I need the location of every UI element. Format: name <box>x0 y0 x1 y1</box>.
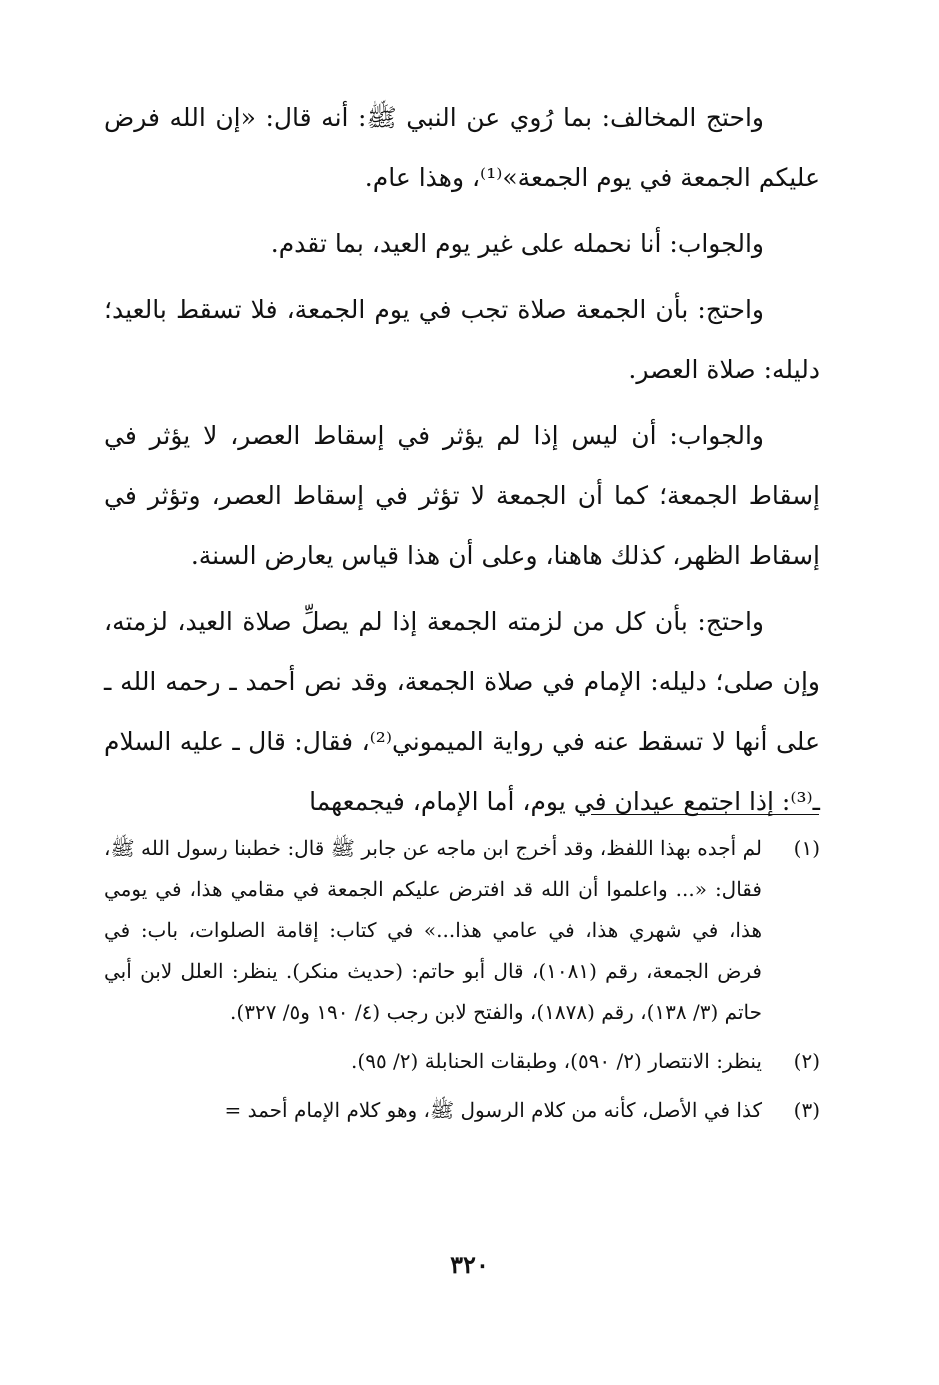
paragraph-3: واحتج: بأن الجمعة صلاة تجب في يوم الجمعة، فلا تسقط بالعيد؛ دليله: صلاة العصر. <box>104 295 820 384</box>
footnote-1 <box>104 828 820 1033</box>
footnote-separator <box>591 814 819 815</box>
footnote-text: لم أجده بهذا اللفظ، وقد أخرج ابن ماجه عن جابر ﷺ قال: خطبنا رسول الله ﷺ، فقال: «... واعلموا أن الله قد افترض عليكم الجمعة في مقامي هذا، في يومي هذا، في شهري هذا، في عامي هذا...» في كتاب: إقامة الصلوات، باب: في فرض الجمعة، رقم (١٠٨١)، قال أبو حاتم: (حديث منكر). ينظر: العلل لابن أبي حاتم (٣/ ١٣٨)، رقم (١٨٧٨)، والفتح لابن رجب (٤/ ١٩٠ و٥/ ٣٢٧). <box>104 836 762 1024</box>
footnote-3 <box>104 1090 820 1131</box>
page-number: ٣٢٠ <box>450 1250 489 1279</box>
paragraph-1: واحتج المخالف: بما رُوي عن النبي ﷺ: أنه قال: «إن الله فرض عليكم الجمعة في يوم الجمعة»⁽¹⁾، وهذا عام. <box>104 103 820 192</box>
footnotes <box>104 828 820 1139</box>
footnote-number: (٢) <box>793 1049 820 1073</box>
footnote-2 <box>104 1041 820 1082</box>
footnote-number: (١) <box>793 836 820 860</box>
main-text <box>104 88 820 838</box>
footnote-text: كذا في الأصل، كأنه من كلام الرسول ﷺ، وهو كلام الإمام أحمد = <box>224 1098 762 1122</box>
footnote-number: (٣) <box>793 1098 820 1122</box>
footnote-text: ينظر: الانتصار (٢/ ٥٩٠)، وطبقات الحنابلة (٢/ ٩٥). <box>351 1049 762 1073</box>
paragraph-5: واحتج: بأن كل من لزمته الجمعة إذا لم يصلِّ صلاة العيد، لزمته، وإن صلى؛ دليله: الإمام في صلاة الجمعة، وقد نص أحمد ـ رحمه الله ـ على أنها لا تسقط عنه في رواية الميموني⁽²⁾، فقال: قال ـ عليه السلام ـ⁽³⁾: إذا اجتمع عيدان في يوم، أما الإمام، فيجمعهما <box>104 607 820 816</box>
paragraph-2: والجواب: أنا نحمله على غير يوم العيد، بما تقدم. <box>270 229 764 258</box>
paragraph-4: والجواب: أن ليس إذا لم يؤثر في إسقاط العصر، لا يؤثر في إسقاط الجمعة؛ كما أن الجمعة لا تؤثر في إسقاط العصر، وتؤثر في إسقاط الظهر، كذلك هاهنا، وعلى أن هذا قياس يعارض السنة. <box>104 421 820 570</box>
